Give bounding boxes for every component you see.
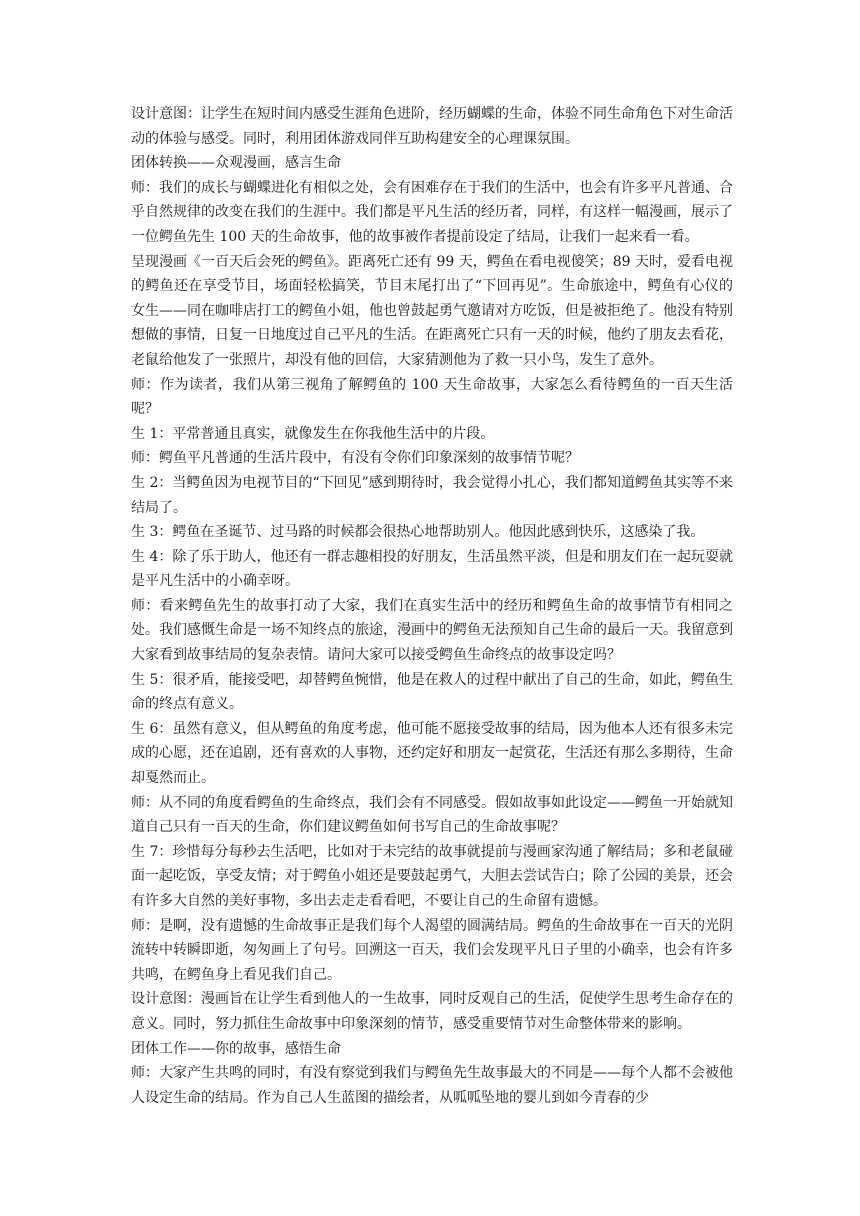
section-heading-group-transition: 团体转换——众观漫画，感言生命	[131, 155, 341, 172]
paragraph-student-3: 生 3：鳄鱼在圣诞节、过马路的时候都会很热心地帮助别人。他因此感到快乐，这感染了我。	[131, 524, 705, 541]
paragraph-teacher-question-2: 师：鳄鱼平凡普通的生活片段中，有没有令你们印象深刻的故事情节呢？	[131, 450, 579, 467]
paragraph-student-4: 生 4：除了乐于助人，他还有一群志趣相投的好朋友，生活虽然平淡，但是和朋友们在一起玩耍就是平凡生活中的小确幸呀。	[131, 548, 733, 590]
document-body	[131, 102, 733, 1110]
paragraph-teacher-question-3: 师：看来鳄鱼先生的故事打动了大家，我们在真实生活中的经历和鳄鱼生命的故事情节有相同之处。我们感慨生命是一场不知终点的旅途，漫画中的鳄鱼无法预知自己生命的最后一天。我留意到大家看到故事结局的复杂表情。请问大家可以接受鳄鱼生命终点的故事设定吗？	[131, 597, 733, 664]
paragraph-student-6: 生 6：虽然有意义，但从鳄鱼的角度考虑，他可能不愿接受故事的结局，因为他本人还有很多未完成的心愿，还在追剧，还有喜欢的人事物，还约定好和朋友一起赏花，生活还有那么多期待，生命却戛然而止。	[131, 720, 733, 787]
paragraph-comic-summary: 呈现漫画《一百天后会死的鳄鱼》。距离死亡还有 99 天，鳄鱼在看电视傻笑；89 天时，爱看电视的鳄鱼还在享受节目，场面轻松搞笑，节目末尾打出了“下回再见”。生命旅途中，鳄鱼有心仪的女生——同在咖啡店打工的鳄鱼小姐，他也曾鼓起勇气邀请对方吃饭，但是被拒绝了。他没有特别想做的事情，日复一日地度过自己平凡的生活。在距离死亡只有一天的时候，他约了朋友去看花，老鼠给他发了一张照片，却没有他的回信，大家猜测他为了救一只小鸟，发生了意外。	[131, 253, 733, 368]
paragraph-student-5: 生 5：很矛盾，能接受吧，却替鳄鱼惋惜，他是在救人的过程中献出了自己的生命，如此，鳄鱼生命的终点有意义。	[131, 671, 733, 713]
paragraph-teacher-intro: 师：我们的成长与蝴蝶进化有相似之处，会有困难存在于我们的生活中，也会有许多平凡普通、合乎自然规律的改变在我们的生涯中。我们都是平凡生活的经历者，同样，有这样一幅漫画，展示了一位鳄鱼先生 100 天的生命故事，他的故事被作者提前设定了结局，让我们一起来看一看。	[131, 179, 733, 245]
paragraph-teacher-question-4: 师：从不同的角度看鳄鱼的生命终点，我们会有不同感受。假如故事如此设定——鳄鱼一开始就知道自己只有一百天的生命，你们建议鳄鱼如何书写自己的生命故事呢？	[131, 794, 733, 836]
paragraph-student-1: 生 1：平常普通且真实，就像发生在你我他生活中的片段。	[131, 425, 495, 442]
section-heading-group-work: 团体工作——你的故事，感悟生命	[131, 1040, 341, 1057]
paragraph-design-intent-2: 设计意图：漫画旨在让学生看到他人的一生故事，同时反观自己的生活，促使学生思考生命存在的意义。同时，努力抓住生命故事中印象深刻的情节，感受重要情节对生命整体带来的影响。	[131, 991, 733, 1032]
paragraph-student-2: 生 2：当鳄鱼因为电视节目的“下回见”感到期待时，我会觉得小扎心，我们都知道鳄鱼其实等不来结局了。	[131, 474, 733, 516]
paragraph-teacher-summary: 师：是啊，没有遗憾的生命故事正是我们每个人渴望的圆满结局。鳄鱼的生命故事在一百天的光阴流转中转瞬即逝，匆匆画上了句号。回溯这一百天，我们会发现平凡日子里的小确幸，也会有许多共鸣，在鳄鱼身上看见我们自己。	[131, 917, 733, 983]
paragraph-teacher-closing: 师：大家产生共鸣的同时，有没有察觉到我们与鳄鱼先生故事最大的不同是——每个人都不会被他人设定生命的结局。作为自己人生蓝图的描绘者，从呱呱坠地的婴儿到如今青春的少	[131, 1065, 733, 1106]
paragraph-student-7: 生 7：珍惜每分每秒去生活吧，比如对于未完结的故事就提前与漫画家沟通了解结局；多和老鼠碰面一起吃饭，享受友情；对于鳄鱼小姐还是要鼓起勇气，大胆去尝试告白；除了公园的美景，还会有许多大自然的美好事物，多出去走走看看吧，不要让自己的生命留有遗憾。	[131, 843, 733, 909]
paragraph-design-intent-1: 设计意图：让学生在短时间内感受生涯角色进阶，经历蝴蝶的生命，体验不同生命角色下对生命活动的体验与感受。同时，利用团体游戏同伴互助构建安全的心理课氛围。	[131, 106, 733, 147]
paragraph-teacher-question-1: 师：作为读者，我们从第三视角了解鳄鱼的 100 天生命故事，大家怎么看待鳄鱼的一百天生活呢？	[131, 376, 733, 418]
